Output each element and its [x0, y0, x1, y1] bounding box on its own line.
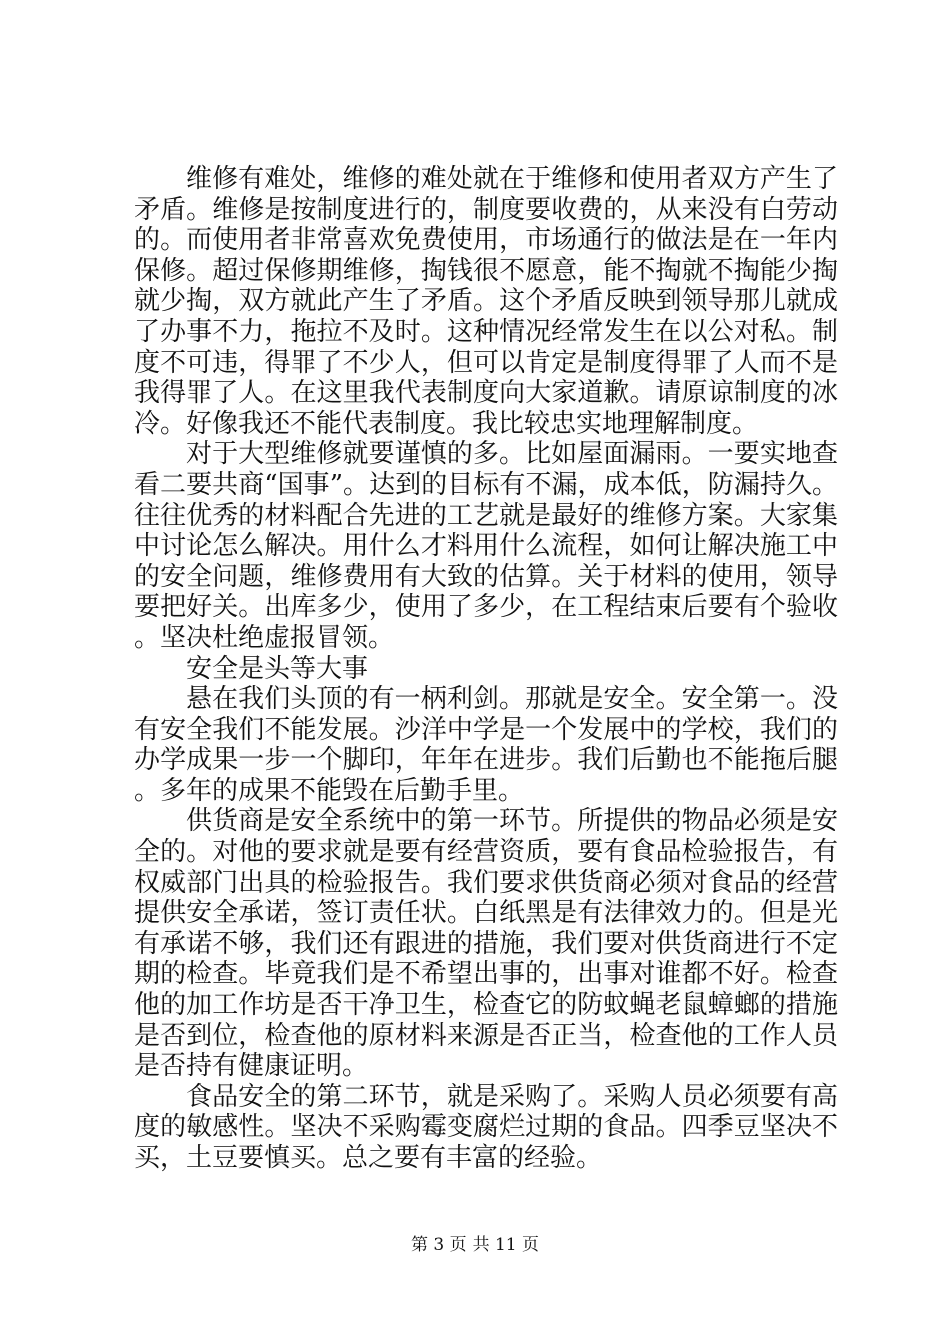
paragraph-major-maintenance: 对于大型维修就要谨慎的多。比如屋面漏雨。一要实地查看二要共商“国事”。达到的目标有不漏，成本低，防漏持久。往往优秀的材料配合先进的工艺就是最好的维修方案。大家集中讨论怎么解决。用什么才料用什么流程，如何让解决施工中的安全问题，维修费用有大致的估算。关于材料的使用，领导要把好关。出库多少，使用了多少，在工程结束后要有个验收。坚决杜绝虚报冒领。 — [134, 439, 838, 653]
section-heading-safety: 安全是头等大事 — [186, 653, 369, 684]
paragraph-suppliers: 供货商是安全系统中的第一环节。所提供的物品必须是安全的。对他的要求就是要有经营资质，要有食品检验报告，有权威部门出具的检验报告。我们要求供货商必须对食品的经营提供安全承诺，签订责任状。白纸黑是有法律效力的。但是光有承诺不够，我们还有跟进的措施，我们要对供货商进行不定期的检查。毕竟我们是不希望出事的，出事对谁都不好。检查他的加工作坊是否干净卫生，检查它的防蚊蝇老鼠蟑螂的措施是否到位，检查他的原材料来源是否正当，检查他的工作人员是否持有健康证明。 — [134, 806, 838, 1082]
document-body — [134, 164, 838, 1174]
page-total: 共 11 页 — [472, 1235, 540, 1255]
paragraph-purchasing: 食品安全的第二环节，就是采购了。采购人员必须要有高度的敏感性。坚决不采购霉变腐烂过期的食品。四季豆坚决不买，土豆要慎买。总之要有丰富的经验。 — [134, 1081, 838, 1173]
paragraph-safety-first: 悬在我们头顶的有一柄利剑。那就是安全。安全第一。没有安全我们不能发展。沙洋中学是一个发展中的学校，我们的办学成果一步一个脚印，年年在进步。我们后勤也不能拖后腿。多年的成果不能毁在后勤手里。 — [134, 684, 838, 806]
page-footer — [0, 1234, 950, 1256]
paragraph-maintenance-difficulty: 维修有难处，维修的难处就在于维修和使用者双方产生了矛盾。维修是按制度进行的，制度要收费的，从来没有白劳动的。而使用者非常喜欢免费使用，市场通行的做法是在一年内保修。超过保修期维修，掏钱很不愿意，能不掏就不掏能少掏就少掏，双方就此产生了矛盾。这个矛盾反映到领导那儿就成了办事不力，拖拉不及时。这种情况经常发生在以公对私。制度不可违，得罪了不少人，但可以肯定是制度得罪了人而不是我得罪了人。在这里我代表制度向大家道歉。请原谅制度的冰冷。好像我还不能代表制度。我比较忠实地理解制度。 — [134, 164, 838, 439]
page-number: 第 3 页 — [410, 1235, 467, 1255]
